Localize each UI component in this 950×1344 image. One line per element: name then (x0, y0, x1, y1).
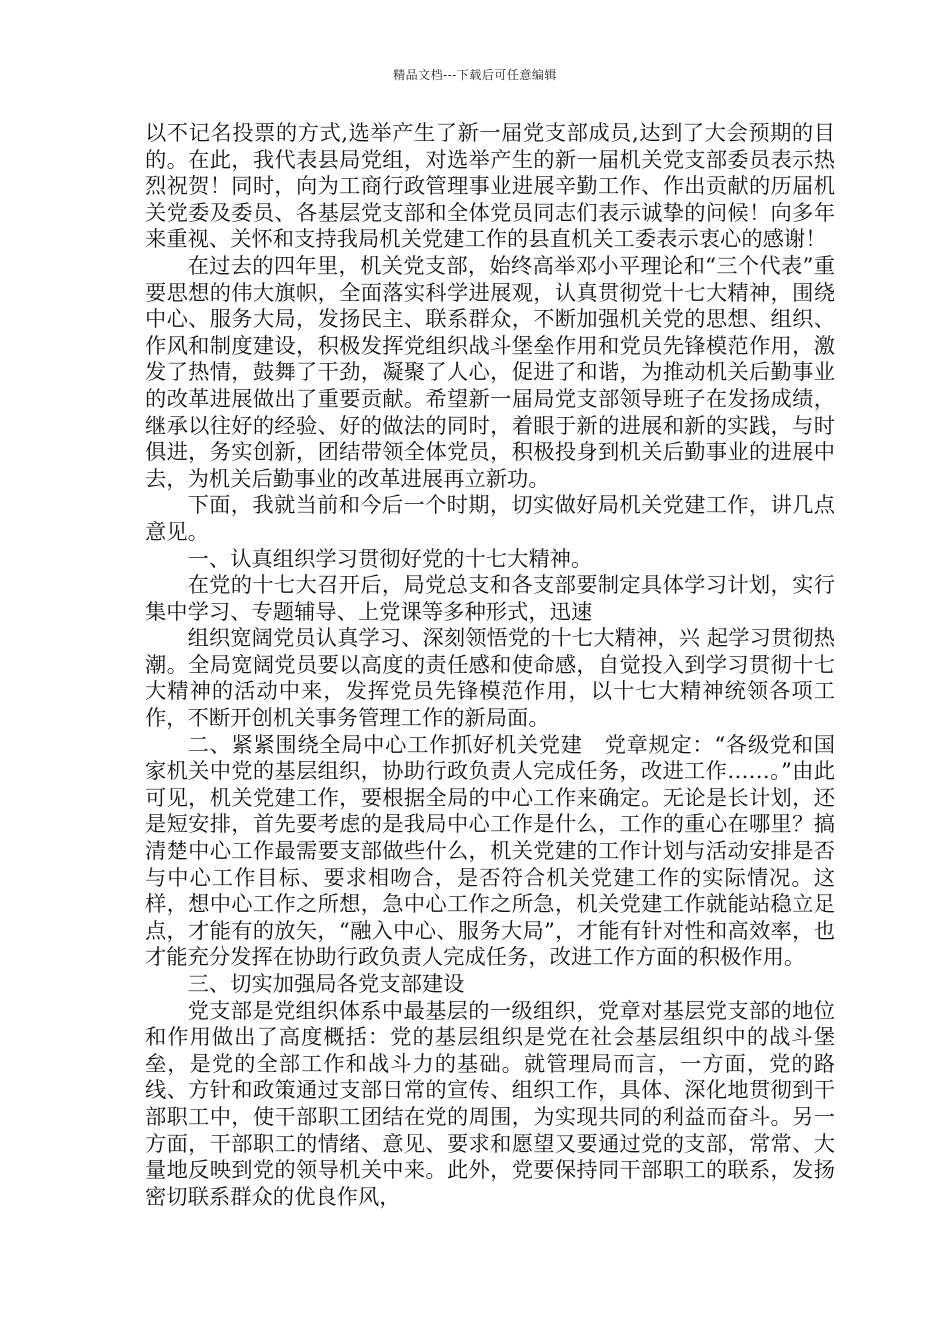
section-heading: 一、认真组织学习贯彻好党的十七大精神。 (187, 546, 593, 572)
page-header: 精品文档---下载后可任意编辑 (393, 68, 557, 82)
paragraph: 以不记名投票的方式,选举产生了新一届党支部成员,达到了大会预期的目的。在此，我代表县局党组，对选举产生的新一届机关党支部委员表示热烈祝贺！同时，向为工商行政管理事业进展辛勤工作、作出贡献的历届机关党委及委员、各基层党支部和全体党员同志们表示诚挚的问候！向多年来重视、关怀和支持我局机关党建工作的县直机关工委表示衷心的感谢！ (145, 121, 835, 253)
paragraph: 组织宽阔党员认真学习、深刻领悟党的十七大精神，兴 起学习贯彻热潮。全局宽阔党员要以高度的责任感和使命感，自觉投入到学习贯彻十七大精神的活动中来，发挥党员先锋模范作用，以十七大精神统领各项工作，不断开创机关事务管理工作的新局面。 (145, 626, 835, 732)
paragraph: 党支部是党组织体系中最基层的一级组织，党章对基层党支部的地位和作用做出了高度概括：党的基层组织是党在社会基层组织中的战斗堡垒，是党的全部工作和战斗力的基础。就管理局而言，一方面，党的路线、方针和政策通过支部日常的宣传、组织工作，具体、深化地贯彻到干部职工中，使干部职工团结在党的周围，为实现共同的利益而奋斗。另一方面，干部职工的情绪、意见、要求和愿望又要通过党的支部，常常、大量地反映到党的领导机关中来。此外，党要保持同干部职工的联系，发扬密切联系群众的优良作风， (145, 998, 835, 1210)
paragraph: 二、紧紧围绕全局中心工作抓好机关党建 党章规定：“各级党和国家机关中党的基层组织，协助行政负责人完成任务，改进工作……。”由此可见，机关党建工作，要根据全局的中心工作来确定。无论是长计划，还是短安排，首先要考虑的是我局中心工作是什么，工作的重心在哪里？搞清楚中心工作最需要支部做些什么，机关党建的工作计划与活动安排是否与中心工作目标、要求相吻合，是否符合机关党建工作的实际情况。这样，想中心工作之所想，急中心工作之所急，机关党建工作就能站稳立足点，才能有的放矢，“融入中心、服务大局”，才能有针对性和高效率，也才能充分发挥在协助行政负责人完成任务，改进工作方面的积极作用。 (145, 732, 835, 971)
section-heading: 三、切实加强局各党支部建设 (187, 972, 465, 997)
document-body (145, 121, 835, 1211)
paragraph: 在党的十七大召开后，局党总支和各支部要制定具体学习计划，实行集中学习、专题辅导、上党课等多种形式，迅速 (145, 573, 835, 625)
paragraph: 下面，我就当前和今后一个时期，切实做好局机关党建工作，讲几点意见。 (145, 493, 835, 545)
paragraph: 在过去的四年里，机关党支部，始终高举邓小平理论和“三个代表”重要思想的伟大旗帜，全面落实科学进展观，认真贯彻党十七大精神，围绕中心、服务大局，发扬民主、联系群众，不断加强机关党的思想、组织、作风和制度建设，积极发挥党组织战斗堡垒作用和党员先锋模范作用，激发了热情，鼓舞了干劲，凝聚了人心，促进了和谐，为推动机关后勤事业的改革进展做出了重要贡献。希望新一届局党支部领导班子在发扬成绩，继承以往好的经验、好的做法的同时，着眼于新的进展和新的实践，与时俱进，务实创新，团结带领全体党员，积极投身到机关后勤事业的进展中去，为机关后勤事业的改革进展再立新功。 (145, 253, 835, 492)
